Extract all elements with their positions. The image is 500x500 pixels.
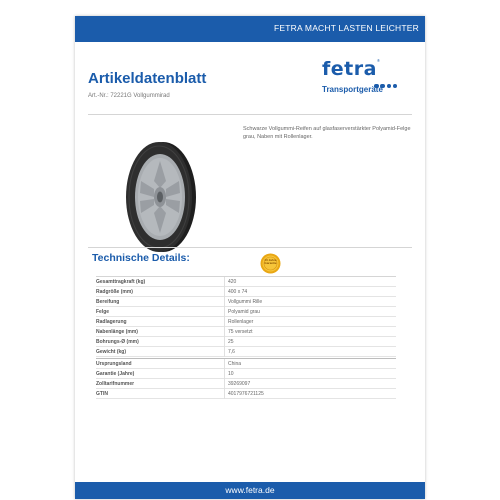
- registered-mark: ®: [377, 58, 380, 63]
- spec-table-main: [96, 277, 396, 357]
- spec-row: [96, 317, 396, 327]
- spec-value: Vollgummi Rille: [228, 299, 263, 305]
- spec-value: China: [228, 361, 242, 367]
- spec-row: [96, 287, 396, 297]
- spec-row: [96, 379, 396, 389]
- spec-value: 75 versetzt: [228, 329, 253, 335]
- spec-label: Ursprungsland: [96, 361, 132, 367]
- spec-value: 39269097: [228, 381, 251, 387]
- header-divider: [88, 114, 412, 115]
- spec-label: Garantie (Jahre): [96, 371, 135, 377]
- spec-value: Rollenlager: [228, 319, 254, 325]
- product-description: Schwarze Vollgummi-Reifen auf glasfaserverstärkter Polyamid-Felge grau, Naben mit Rollenlager.: [243, 126, 411, 140]
- section-divider: [88, 247, 412, 248]
- spec-label: Nabenlänge (mm): [96, 329, 138, 335]
- spec-label: Bohrungs-Ø (mm): [96, 339, 139, 345]
- header-banner: [75, 16, 425, 42]
- spec-label: Felge: [96, 309, 110, 315]
- warranty-badge-label: 10 Jahre Garantie: [264, 258, 277, 266]
- logo-wordmark: fetra: [322, 58, 377, 80]
- page-title: Artikeldatenblatt: [88, 70, 207, 87]
- spec-label: Bereifung: [96, 299, 120, 305]
- footer-banner: [75, 482, 425, 499]
- footer-website-link[interactable]: www.fetra.de: [225, 485, 275, 495]
- slogan: FETRA MACHT LASTEN LEICHTER: [273, 23, 419, 33]
- spec-label: Radgröße (mm): [96, 289, 133, 295]
- spec-value: 400 x 74: [228, 289, 248, 295]
- spec-label: Gewicht (kg): [96, 349, 127, 355]
- spec-value: 420: [228, 279, 237, 285]
- spec-row: [96, 347, 396, 357]
- logo-dots: [374, 75, 404, 81]
- datasheet-page: [75, 16, 425, 499]
- spec-row: [96, 389, 396, 399]
- technical-details-heading: Technische Details:: [92, 252, 190, 264]
- logo-subtitle: Transportgeräte: [322, 85, 383, 94]
- spec-label: GTIN: [96, 391, 108, 397]
- spec-label: Gesamttragkraft (kg): [96, 279, 146, 285]
- fetra-logo: [322, 58, 402, 98]
- spec-row: [96, 369, 396, 379]
- spec-row: [96, 277, 396, 287]
- spec-row: [96, 337, 396, 347]
- spec-row: [96, 307, 396, 317]
- spec-label: Zolltarifnummer: [96, 381, 135, 387]
- spec-row: [96, 297, 396, 307]
- spec-row: [96, 327, 396, 337]
- spec-value: 25: [228, 339, 234, 345]
- spec-value: 10: [228, 371, 234, 377]
- spec-value: 7,6: [228, 349, 235, 355]
- spec-row: [96, 359, 396, 369]
- wheel-image: [122, 141, 197, 253]
- spec-value: 4017976721125: [228, 391, 264, 397]
- spec-value: Polyamid grau: [228, 309, 260, 315]
- spec-table-origin: [96, 359, 396, 399]
- spec-label: Radlagerung: [96, 319, 127, 325]
- article-number: Art.-Nr.: 72221G Vollgummirad: [88, 93, 170, 99]
